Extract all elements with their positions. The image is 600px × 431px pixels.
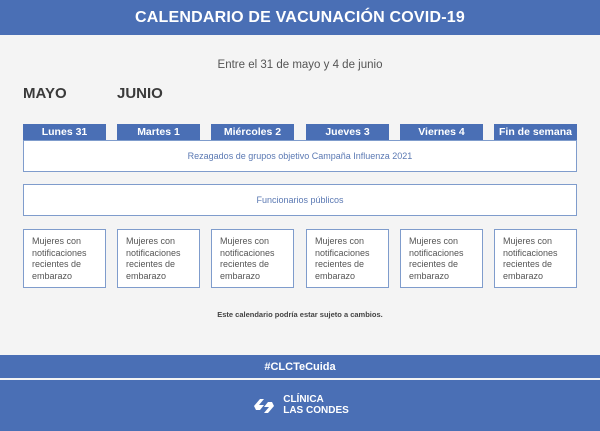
day-header-viernes: Viernes 4	[400, 124, 483, 140]
disclaimer-note: Este calendario podría estar sujeto a cambios.	[217, 310, 383, 319]
band-label: Rezagados de grupos objetivo Campaña Influenza 2021	[187, 151, 413, 161]
hashtag-text: #CLCTeCuida	[264, 360, 336, 373]
schedule-band-rezagados	[23, 140, 577, 172]
band-label: Funcionarios públicos	[256, 195, 344, 205]
schedule-band-funcionarios	[23, 184, 577, 216]
logo-line-1: CLÍNICA	[283, 394, 324, 405]
day-header-miercoles: Miércoles 2	[211, 124, 294, 140]
schedule-cell-martes: Mujeres con notificaciones recientes de embarazo	[117, 229, 200, 288]
day-header-row	[23, 124, 577, 140]
month-label-mayo: MAYO	[23, 85, 67, 102]
day-header-jueves: Jueves 3	[306, 124, 389, 140]
day-header-lunes: Lunes 31	[23, 124, 106, 140]
date-range-subtitle: Entre el 31 de mayo y 4 de junio	[217, 59, 383, 71]
logo-line-2: LAS CONDES	[283, 404, 349, 416]
schedule-cell-miercoles: Mujeres con notificaciones recientes de embarazo	[211, 229, 294, 288]
clinica-logo	[251, 395, 349, 417]
clinica-las-condes-logo-mark-icon	[251, 395, 277, 417]
schedule-cell-fin-de-semana: Mujeres con notificaciones recientes de embarazo	[494, 229, 577, 288]
day-header-fin-de-semana: Fin de semana	[494, 124, 577, 140]
schedule-cell-jueves: Mujeres con notificaciones recientes de embarazo	[306, 229, 389, 288]
day-header-martes: Martes 1	[117, 124, 200, 140]
schedule-cell-viernes: Mujeres con notificaciones recientes de embarazo	[400, 229, 483, 288]
logo-text	[283, 395, 349, 416]
footer	[0, 380, 600, 431]
month-label-junio: JUNIO	[117, 85, 163, 102]
hashtag-bar	[0, 355, 600, 378]
page-title: CALENDARIO DE VACUNACIÓN COVID-19	[135, 8, 465, 26]
schedule-cell-lunes: Mujeres con notificaciones recientes de embarazo	[23, 229, 106, 288]
page-header	[0, 0, 600, 35]
